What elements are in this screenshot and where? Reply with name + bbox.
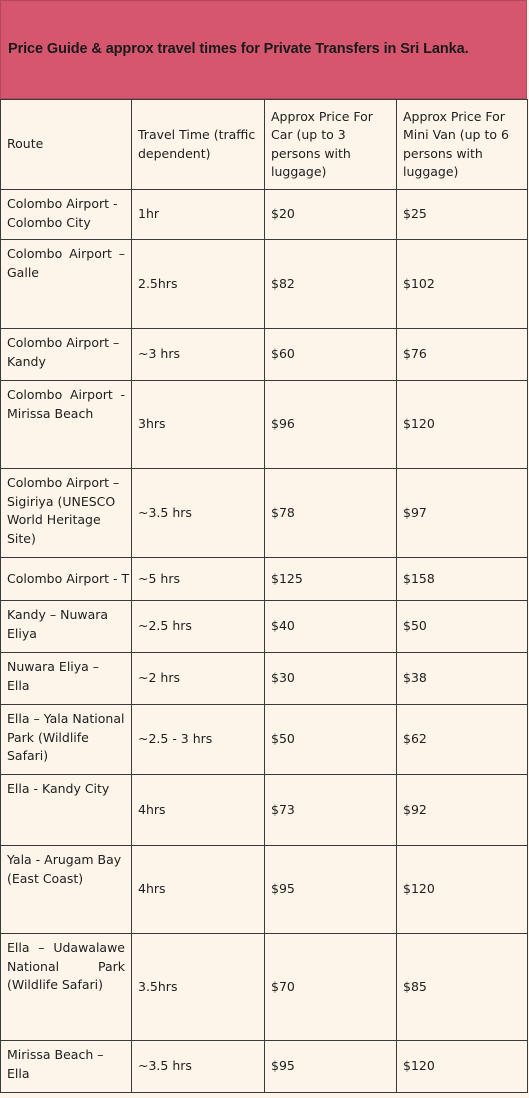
table-row <box>1 240 528 329</box>
time-cell: ~3.5 hrs <box>132 469 265 558</box>
van-price-cell: $25 <box>397 190 528 240</box>
page-title: Price Guide & approx travel times for Private Transfers in Sri Lanka. <box>8 41 469 57</box>
time-cell: ~3 hrs <box>132 329 265 381</box>
header-car-price: Approx Price For Car (up to 3 persons with luggage) <box>265 100 397 190</box>
route-cell: Yala - Arugam Bay (East Coast) <box>1 846 132 934</box>
car-price-cell: $95 <box>265 1041 397 1093</box>
table-row <box>1 190 528 240</box>
route-cell: Colombo Airport - Colombo City <box>1 190 132 240</box>
car-price-cell: $125 <box>265 558 397 601</box>
time-cell: 4hrs <box>132 846 265 934</box>
table-row <box>1 846 528 934</box>
van-price-cell: $120 <box>397 846 528 934</box>
route-cell: Nuwara Eliya – Ella <box>1 653 132 705</box>
table-row <box>1 381 528 469</box>
car-price-cell: $82 <box>265 240 397 329</box>
header-van-price: Approx Price For Mini Van (up to 6 persons with luggage) <box>397 100 528 190</box>
table-row <box>1 601 528 653</box>
table-row <box>1 1041 528 1093</box>
time-cell: ~2.5 hrs <box>132 601 265 653</box>
car-price-cell: $60 <box>265 329 397 381</box>
route-cell: Colombo Airport – Sigiriya (UNESCO World Heritage Site) <box>1 469 132 558</box>
table-row <box>1 775 528 846</box>
table-row <box>1 558 528 601</box>
van-price-cell: $76 <box>397 329 528 381</box>
van-price-cell: $158 <box>397 558 528 601</box>
van-price-cell: $92 <box>397 775 528 846</box>
van-price-cell: $97 <box>397 469 528 558</box>
route-cell: Colombo Airport - T <box>1 558 132 601</box>
time-cell: ~2.5 - 3 hrs <box>132 705 265 775</box>
van-price-cell: $120 <box>397 381 528 469</box>
route-cell: Mirissa Beach – Ella <box>1 1041 132 1093</box>
time-cell: ~2 hrs <box>132 653 265 705</box>
table-row <box>1 329 528 381</box>
car-price-cell: $50 <box>265 705 397 775</box>
van-price-cell: $38 <box>397 653 528 705</box>
van-price-cell: $50 <box>397 601 528 653</box>
table-row <box>1 934 528 1041</box>
route-cell: Ella – Yala National Park (Wildlife Safari) <box>1 705 132 775</box>
van-price-cell: $85 <box>397 934 528 1041</box>
car-price-cell: $30 <box>265 653 397 705</box>
car-price-cell: $70 <box>265 934 397 1041</box>
table-row <box>1 705 528 775</box>
time-cell: ~5 hrs <box>132 558 265 601</box>
van-price-cell: $120 <box>397 1041 528 1093</box>
header-travel-time: Travel Time (traffic dependent) <box>132 100 265 190</box>
table-header-row <box>1 100 528 190</box>
car-price-cell: $73 <box>265 775 397 846</box>
price-table <box>0 99 528 1093</box>
van-price-cell: $102 <box>397 240 528 329</box>
route-cell: Ella - Kandy City <box>1 775 132 846</box>
time-cell: 3hrs <box>132 381 265 469</box>
table-row <box>1 469 528 558</box>
time-cell: ~3.5 hrs <box>132 1041 265 1093</box>
van-price-cell: $62 <box>397 705 528 775</box>
time-cell: 4hrs <box>132 775 265 846</box>
time-cell: 3.5hrs <box>132 934 265 1041</box>
route-cell: Colombo Airport – Galle <box>1 240 132 329</box>
car-price-cell: $95 <box>265 846 397 934</box>
header-route: Route <box>1 100 132 190</box>
route-cell: Ella – Udawalawe National Park (Wildlife Safari) <box>1 934 132 1041</box>
route-cell: Colombo Airport – Kandy <box>1 329 132 381</box>
car-price-cell: $96 <box>265 381 397 469</box>
title-banner <box>0 0 527 99</box>
time-cell: 1hr <box>132 190 265 240</box>
car-price-cell: $40 <box>265 601 397 653</box>
car-price-cell: $20 <box>265 190 397 240</box>
car-price-cell: $78 <box>265 469 397 558</box>
route-cell: Colombo Airport - Mirissa Beach <box>1 381 132 469</box>
table-row <box>1 653 528 705</box>
time-cell: 2.5hrs <box>132 240 265 329</box>
route-cell: Kandy – Nuwara Eliya <box>1 601 132 653</box>
